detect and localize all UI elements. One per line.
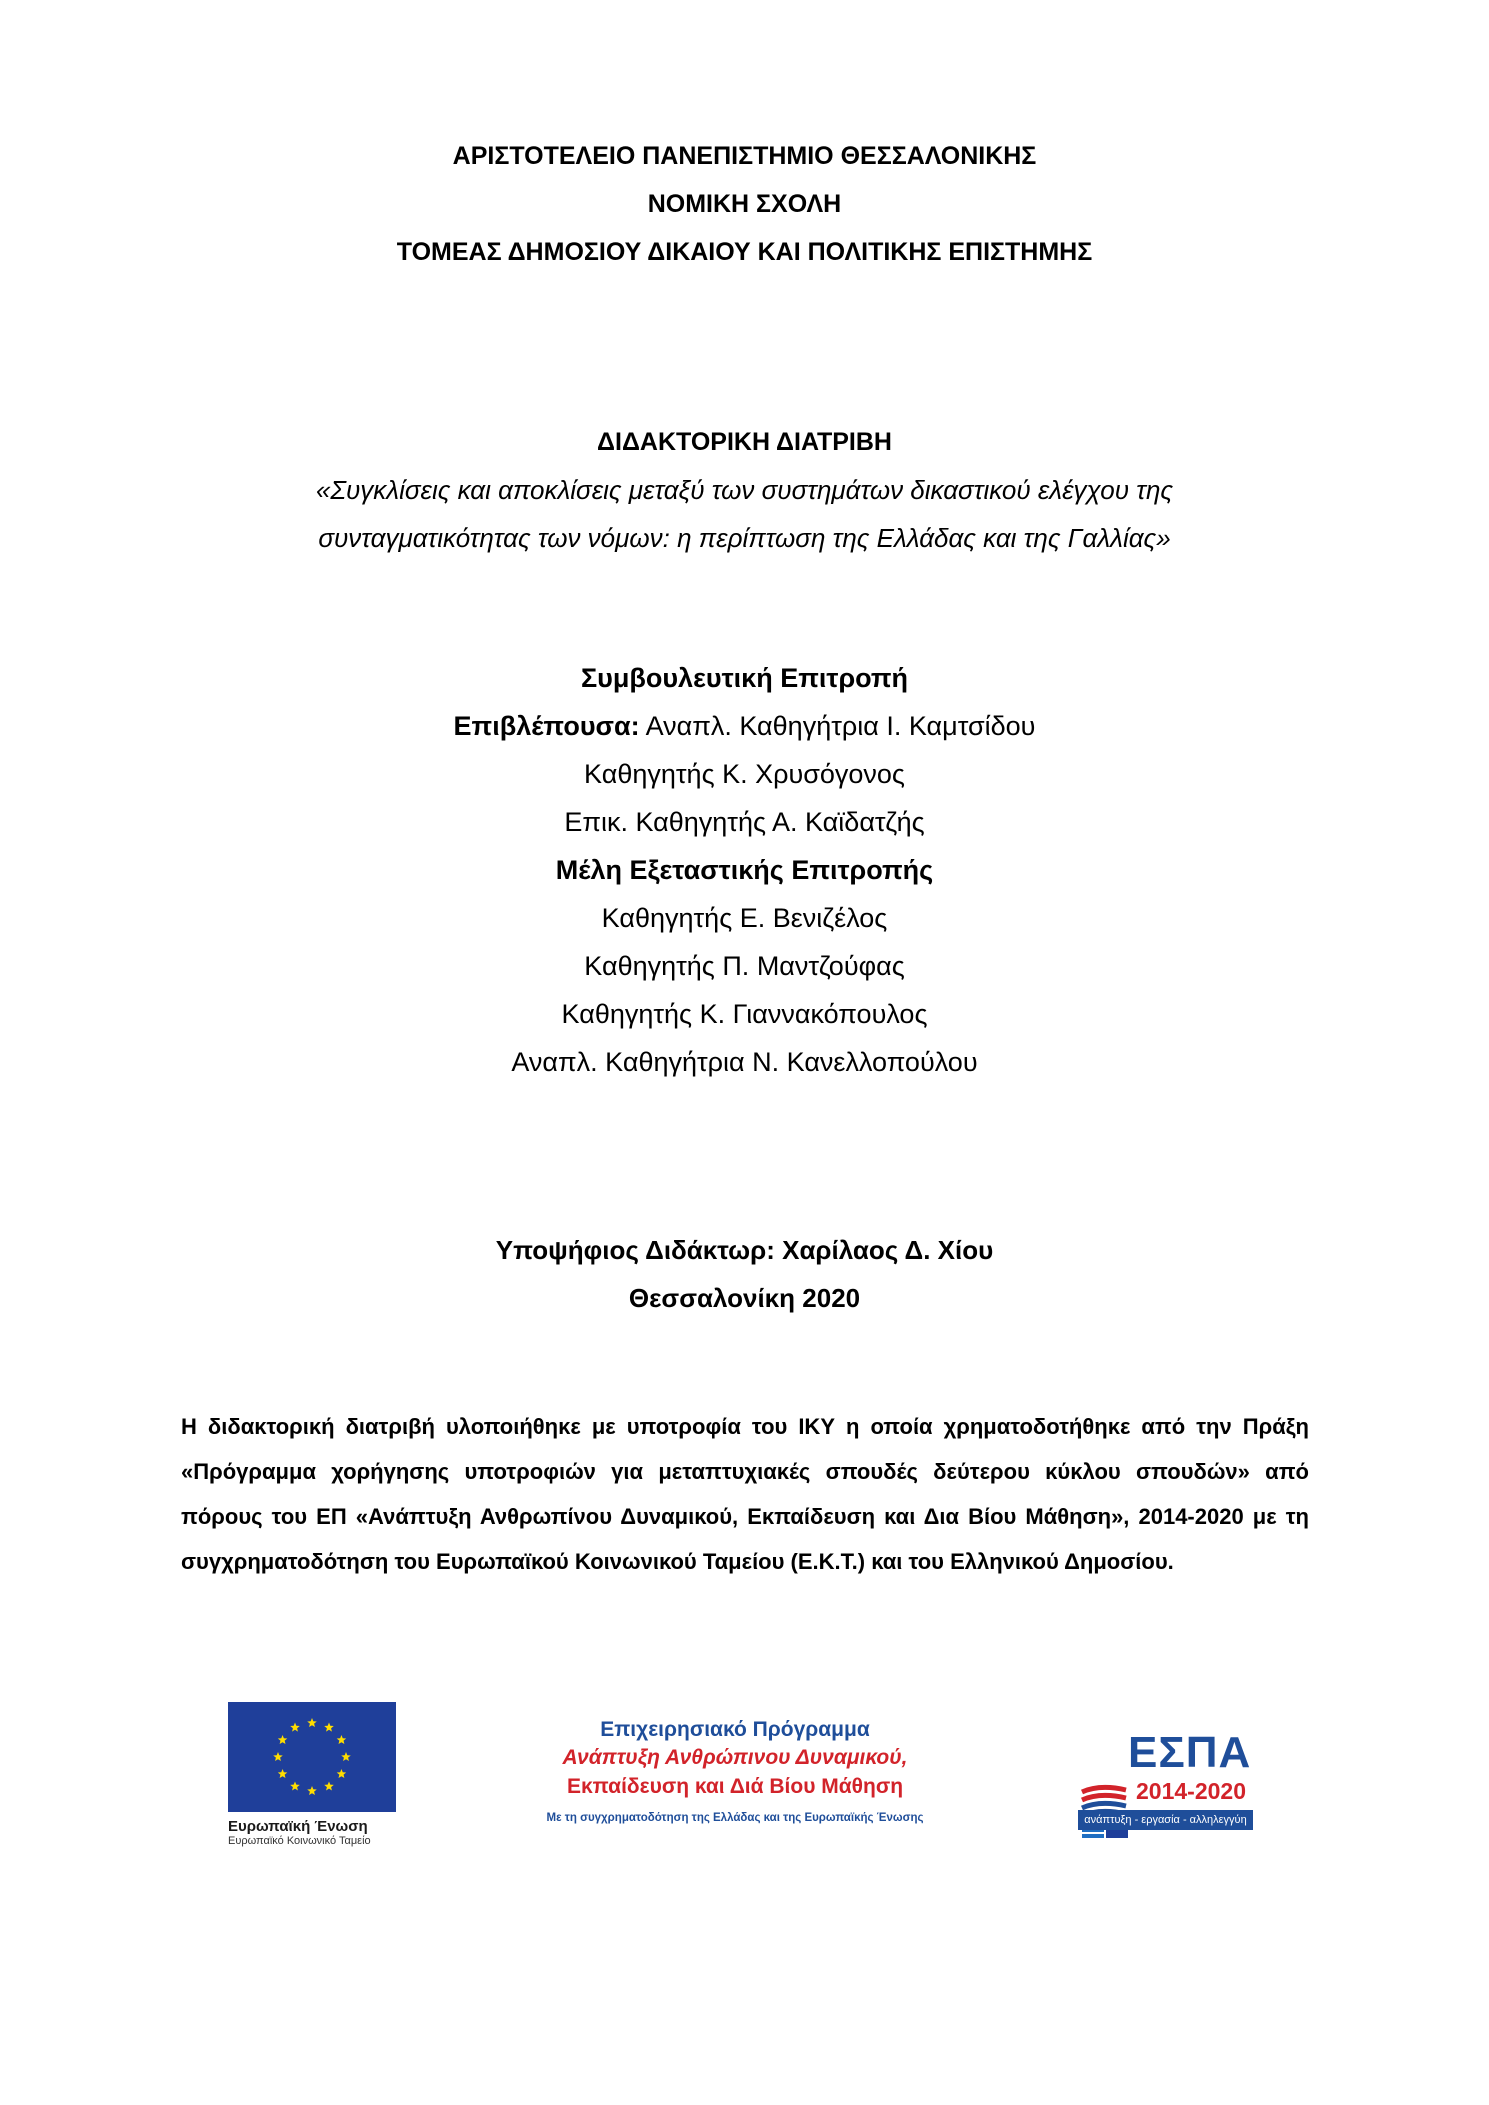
funding-logos — [0, 1702, 1489, 1862]
examination-member: Καθηγητής Κ. Γιαννακόπουλος — [561, 999, 928, 1029]
eu-star-icon — [307, 1718, 317, 1727]
eu-name: Ευρωπαϊκή Ένωση — [228, 1818, 368, 1835]
examination-member: Αναπλ. Καθηγήτρια Ν. Κανελλοπούλου — [511, 1047, 978, 1077]
thesis-type: ΔΙΔΑΚΤΟΡΙΚΗ ΔΙΑΤΡΙΒΗ — [597, 428, 892, 456]
op-title: Επιχειρησιακό Πρόγραμμα — [600, 1718, 870, 1741]
supervisor-name: Αναπλ. Καθηγήτρια Ι. Καμτσίδου — [639, 711, 1036, 741]
op-name-line-1: Ανάπτυξη Ανθρώπινου Δυναμικού, — [562, 1746, 908, 1769]
candidate-line: Υποψήφιος Διδάκτωρ: Χαρίλαος Δ. Χίου — [495, 1235, 994, 1265]
eu-star-icon — [278, 1735, 288, 1744]
thesis-block — [0, 418, 1489, 562]
advisory-member: Επικ. Καθηγητής Α. Καϊδατζής — [564, 807, 925, 837]
thesis-title-line-1: «Συγκλίσεις και αποκλίσεις μεταξύ των συστημάτων δικαστικού ελέγχου της — [315, 475, 1174, 505]
place-year: Θεσσαλονίκη 2020 — [628, 1283, 861, 1313]
op-name-line-2: Εκπαίδευση και Διά Βίου Μάθηση — [566, 1775, 904, 1798]
eu-star-icon — [290, 1723, 300, 1732]
eu-star-icon — [290, 1781, 300, 1790]
advisory-committee-heading: Συμβουλευτική Επιτροπή — [580, 663, 909, 693]
candidate-block — [0, 1226, 1489, 1322]
espa-years: 2014-2020 — [1136, 1778, 1246, 1804]
op-cofinancing: Με τη συγχρηματοδότηση της Ελλάδας και της Ευρωπαϊκής Ένωσης — [546, 1812, 924, 1824]
institution-header — [0, 132, 1489, 276]
eu-star-icon — [337, 1735, 347, 1744]
eu-star-icon — [324, 1781, 334, 1790]
eu-star-icon — [324, 1723, 334, 1732]
advisory-member: Καθηγητής Κ. Χρυσόγονος — [584, 759, 905, 789]
eu-star-icon — [278, 1769, 288, 1778]
university-name: ΑΡΙΣΤΟΤΕΛΕΙΟ ΠΑΝΕΠΙΣΤΗΜΙΟ ΘΕΣΣΑΛΟΝΙΚΗΣ — [452, 142, 1037, 170]
eu-star-icon — [307, 1786, 317, 1795]
thesis-title-line-2: συνταγματικότητας των νόμων: η περίπτωση της Ελλάδας και της Γαλλίας» — [318, 523, 1171, 553]
operational-programme-logo — [500, 1716, 970, 1824]
supervisor-label: Επιβλέπουσα: — [453, 711, 640, 741]
espa-logo — [1078, 1728, 1253, 1848]
eu-star-icon — [273, 1752, 283, 1761]
espa-tagline: ανάπτυξη - εργασία - αλληλεγγύη — [1078, 1810, 1253, 1830]
eu-star-icon — [337, 1769, 347, 1778]
examination-committee-heading: Μέλη Εξεταστικής Επιτροπής — [555, 855, 934, 885]
examination-member: Καθηγητής Ε. Βενιζέλος — [601, 903, 888, 933]
eu-star-icon — [341, 1752, 351, 1761]
examination-member: Καθηγητής Π. Μαντζούφας — [584, 951, 905, 981]
school-name: ΝΟΜΙΚΗ ΣΧΟΛΗ — [647, 190, 842, 218]
supervisor-line — [0, 702, 1489, 750]
committee-block — [0, 654, 1489, 1086]
eu-fund-name: Ευρωπαϊκό Κοινωνικό Ταμείο — [228, 1835, 371, 1847]
eu-logo — [228, 1702, 398, 1847]
espa-word: ΕΣΠΑ — [1128, 1728, 1252, 1777]
funding-statement: Η διδακτορική διατριβή υλοποιήθηκε με υποτροφία του ΙΚΥ η οποία χρηματοδοτήθηκε από την Πράξη «Πρόγραμμα χορήγησης υποτροφιών για μεταπτυχιακές σπουδές δεύτερου κύκλου σπουδών» από πόρους του ΕΠ «Ανάπτυξη Ανθρωπίνου Δυναμικού, Εκπαίδευση και Δια Βίου Μάθηση», 2014-2020 με τη συγχρηματοδότηση του Ευρωπαϊκού Κοινωνικού Ταμείου (Ε.Κ.Τ.) και του Ελληνικού Δημοσίου. — [181, 1414, 1309, 1574]
department-name: ΤΟΜΕΑΣ ΔΗΜΟΣΙΟΥ ΔΙΚΑΙΟΥ ΚΑΙ ΠΟΛΙΤΙΚΗΣ ΕΠΙΣΤΗΜΗΣ — [396, 238, 1093, 266]
eu-flag-icon — [228, 1702, 396, 1812]
